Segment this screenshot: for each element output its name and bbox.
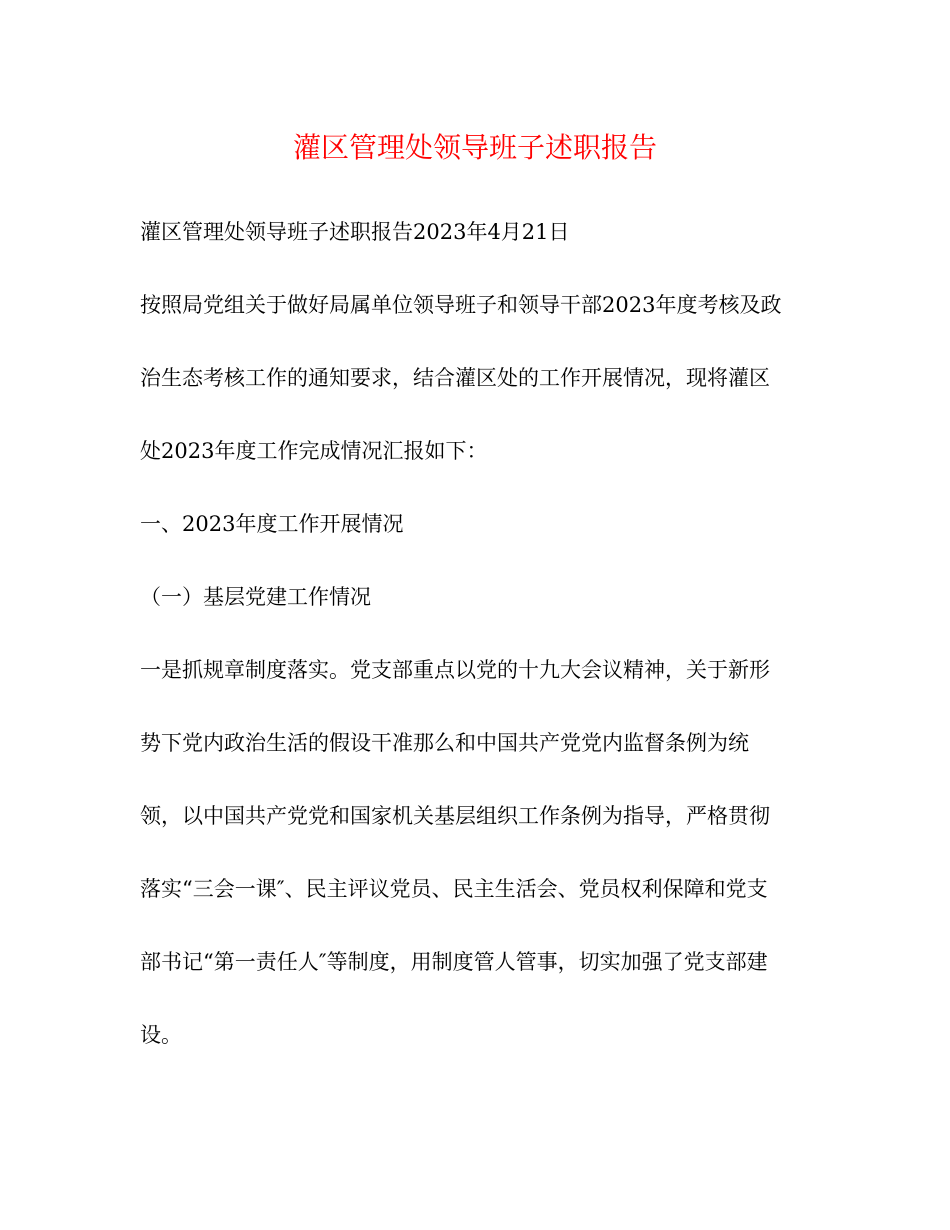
paragraph-line: 势下党内政治生活的假设干准那么和中国共产党党内监督条例为统 — [140, 731, 749, 755]
paragraph-line: 治生态考核工作的通知要求，结合灌区处的工作开展情况，现将灌区 — [140, 366, 770, 390]
paragraph-line: 部书记“第一责任人″等制度，用制度管人管事，切实加强了党支部建 — [140, 950, 768, 974]
paragraph-line: 落实“三会一课″、民主评议党员、民主生活会、党员权利保障和党支 — [140, 877, 768, 901]
paragraph-line: 一是抓规章制度落实。党支部重点以党的十九大会议精神，关于新形 — [140, 658, 770, 682]
section-heading: 一、2023年度工作开展情况 — [140, 512, 404, 536]
paragraph-line: 领，以中国共产党党和国家机关基层组织工作条例为指导，严格贯彻 — [140, 804, 770, 828]
date-line: 灌区管理处领导班子述职报告2023年4月21日 — [140, 220, 570, 244]
document-title: 灌区管理处领导班子述职报告 — [292, 131, 657, 164]
subsection-heading: （一）基层党建工作情况 — [140, 585, 371, 609]
paragraph-line: 处2023年度工作完成情况汇报如下： — [140, 439, 488, 463]
paragraph-line: 按照局党组关于做好局属单位领导班子和领导干部2023年度考核及政 — [140, 293, 782, 317]
paragraph-line: 设。 — [140, 1023, 182, 1047]
